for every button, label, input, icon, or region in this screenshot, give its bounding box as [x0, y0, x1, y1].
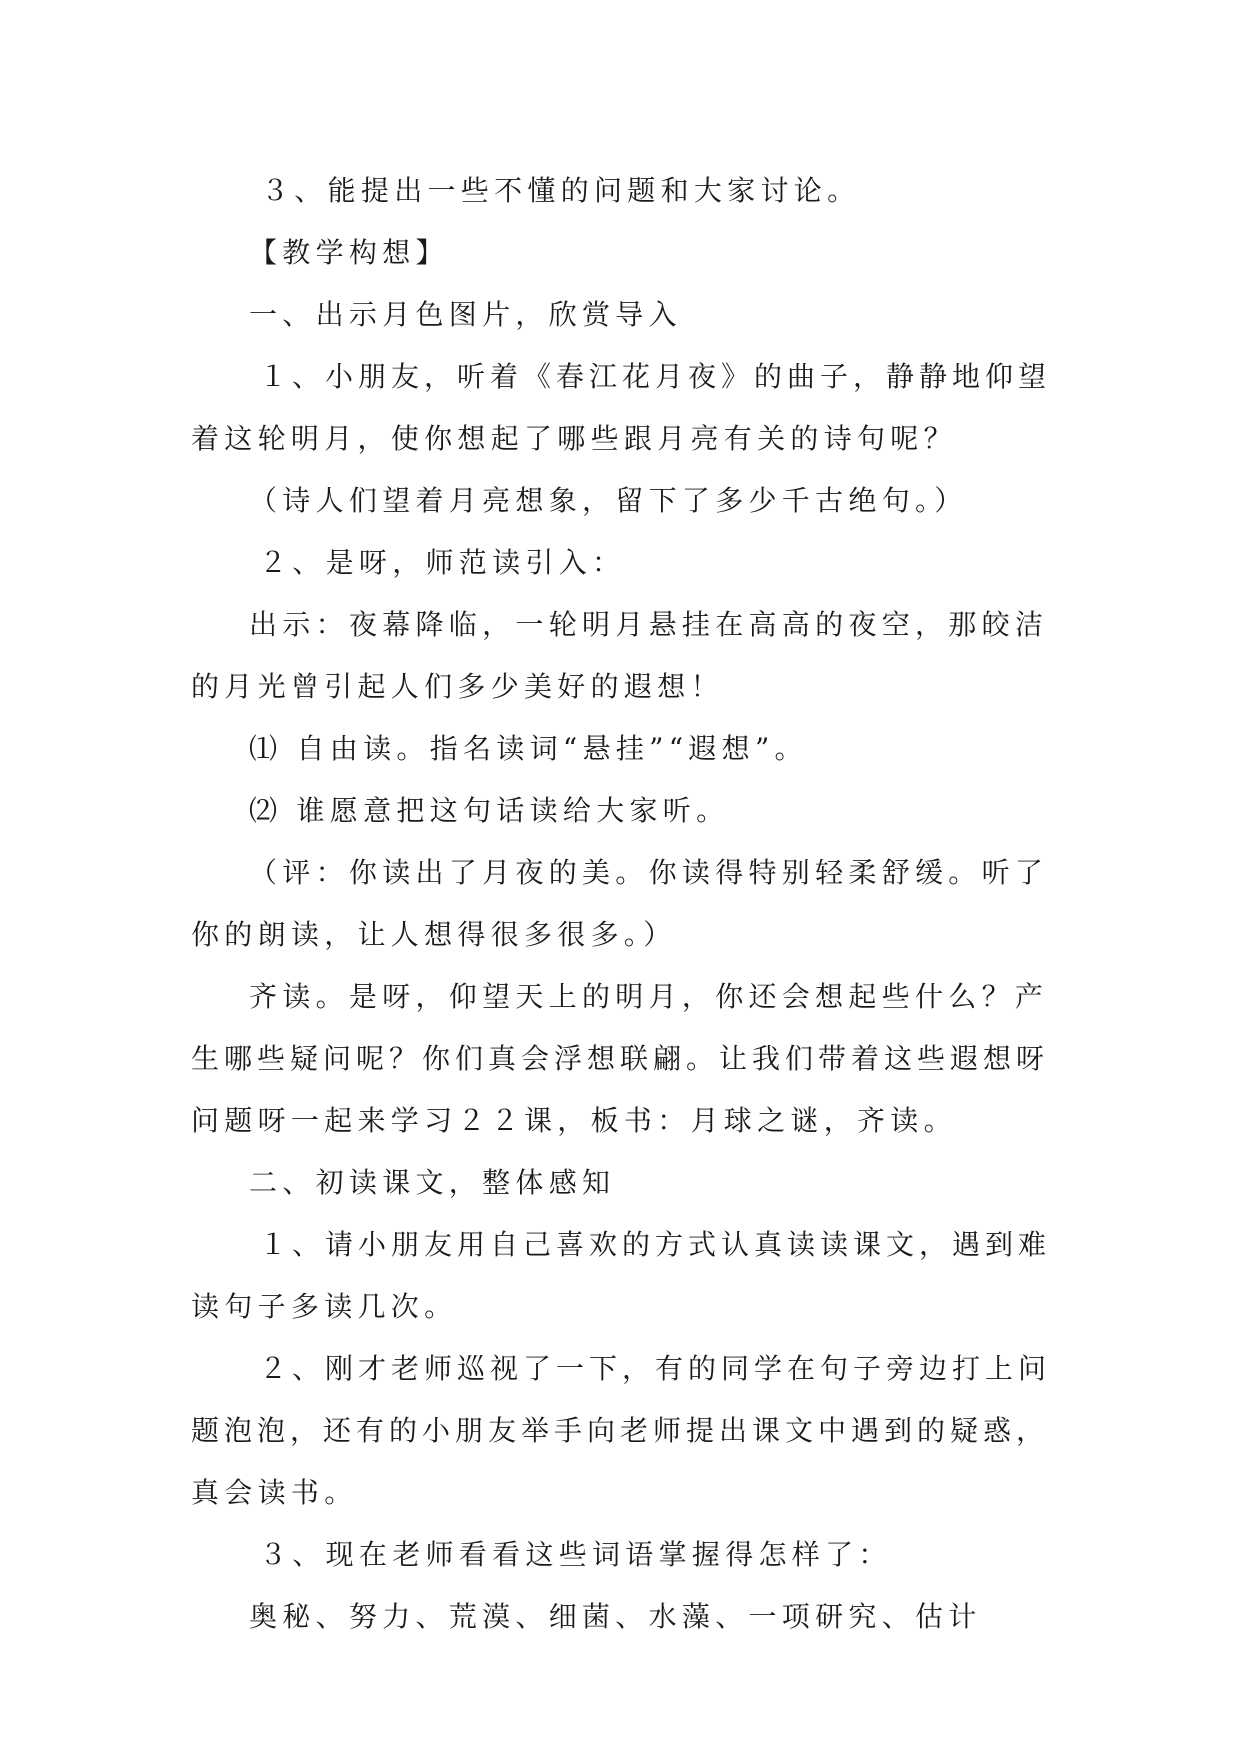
- text-line: 读句子多读几次。: [191, 1290, 458, 1323]
- text-line: ３、能提出一些不懂的问题和大家讨论。: [261, 174, 861, 207]
- text-line: 的月光曾引起人们多少美好的遐想！: [191, 670, 724, 703]
- text-line: 出示：夜幕降临，一轮明月悬挂在高高的夜空，那皎洁: [249, 608, 1049, 641]
- text-line: ２、刚才老师巡视了一下，有的同学在句子旁边打上问: [259, 1352, 1052, 1385]
- document-body: [191, 160, 1051, 1648]
- section-heading: 二、初读课文，整体感知: [249, 1166, 616, 1199]
- text-line: １、小朋友，听着《春江花月夜》的曲子，静静地仰望: [259, 360, 1052, 393]
- text-line: ⑴ 自由读。指名读词“悬挂”“遐想”。: [249, 732, 808, 765]
- text-line: １、请小朋友用自己喜欢的方式认真读读课文，遇到难: [259, 1228, 1052, 1261]
- text-line: 真会读书。: [191, 1476, 358, 1509]
- text-line: ３、现在老师看看这些词语掌握得怎样了：: [259, 1538, 892, 1571]
- text-line: 你的朗读，让人想得很多很多。）: [191, 918, 677, 951]
- section-heading: 一、出示月色图片，欣赏导入: [249, 298, 682, 331]
- text-line: （诗人们望着月亮想象，留下了多少千古绝句。）: [249, 484, 968, 517]
- vocabulary-list: 奥秘、努力、荒漠、细菌、水藻、一项研究、估计: [249, 1600, 982, 1633]
- text-line: ⑵ 谁愿意把这句话读给大家听。: [249, 794, 730, 827]
- text-line: 着这轮明月，使你想起了哪些跟月亮有关的诗句呢？: [191, 422, 957, 455]
- text-line: （评：你读出了月夜的美。你读得特别轻柔舒缓。听了: [249, 856, 1049, 889]
- text-line: ２、是呀，师范读引入：: [259, 546, 626, 579]
- text-line: 题泡泡，还有的小朋友举手向老师提出课文中遇到的疑惑，: [191, 1414, 1050, 1447]
- text-line: 生哪些疑问呢？你们真会浮想联翩。让我们带着这些遐想呀: [191, 1042, 1050, 1075]
- text-line: 问题呀一起来学习２２课，板书：月球之谜，齐读。: [191, 1104, 957, 1137]
- text-line: 齐读。是呀，仰望天上的明月，你还会想起些什么？产: [249, 980, 1049, 1013]
- section-heading: 【教学构想】: [249, 236, 449, 269]
